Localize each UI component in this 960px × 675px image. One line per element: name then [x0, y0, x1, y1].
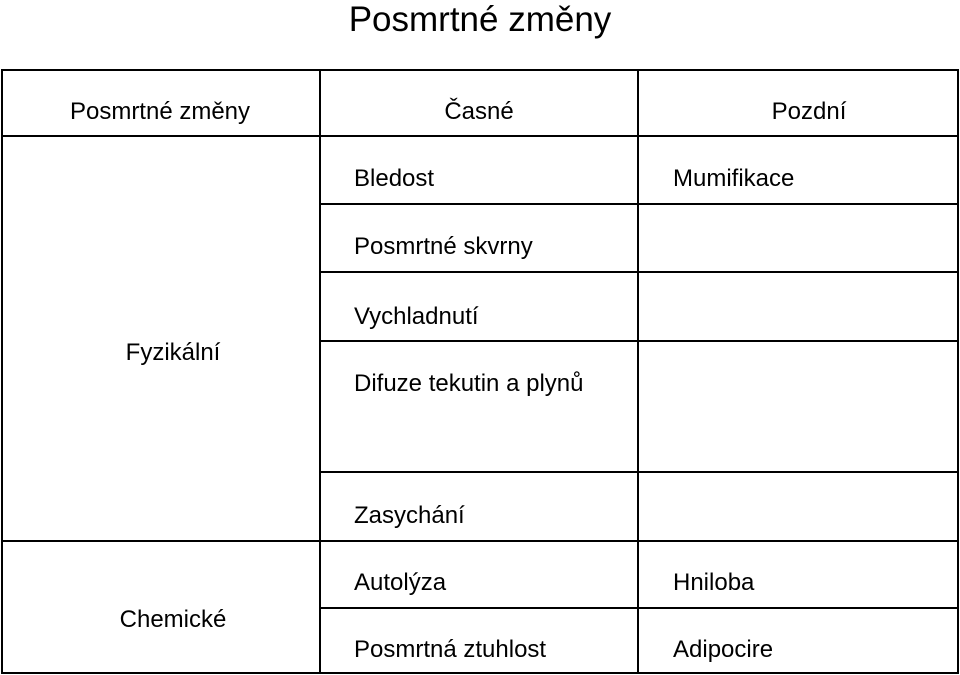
chemical-late-item: Adipocire [673, 636, 774, 663]
table-border-top [1, 69, 958, 71]
table-border-right [957, 69, 959, 674]
row-divider [320, 607, 958, 609]
table-header-divider [1, 135, 958, 137]
chemical-early-item: Posmrtná ztuhlost [354, 636, 547, 663]
column-divider [637, 69, 639, 674]
row-label-chemical: Chemické [119, 606, 227, 633]
header-category: Posmrtné změny [69, 98, 251, 125]
row-divider [320, 203, 958, 205]
physical-late-item: Mumifikace [673, 165, 795, 192]
row-label-physical: Fyzikální [125, 339, 221, 366]
chemical-late-item: Hniloba [673, 569, 755, 596]
physical-early-item: Bledost [354, 165, 435, 192]
row-divider [320, 271, 958, 273]
column-divider [319, 69, 321, 674]
chemical-early-item: Autolýza [354, 569, 447, 596]
section-divider [1, 540, 958, 542]
physical-early-item: Zasychání [354, 502, 465, 529]
table-border-left [1, 69, 3, 674]
physical-early-item: Difuze tekutin a plynů [354, 370, 584, 397]
header-early: Časné [444, 98, 514, 125]
row-divider [320, 340, 958, 342]
page-title: Posmrtné změny [348, 0, 612, 39]
row-divider [320, 471, 958, 473]
physical-early-item: Posmrtné skvrny [354, 233, 533, 260]
physical-early-item: Vychladnutí [354, 303, 479, 330]
header-late: Pozdní [771, 98, 847, 125]
table-border-bottom [1, 672, 958, 674]
